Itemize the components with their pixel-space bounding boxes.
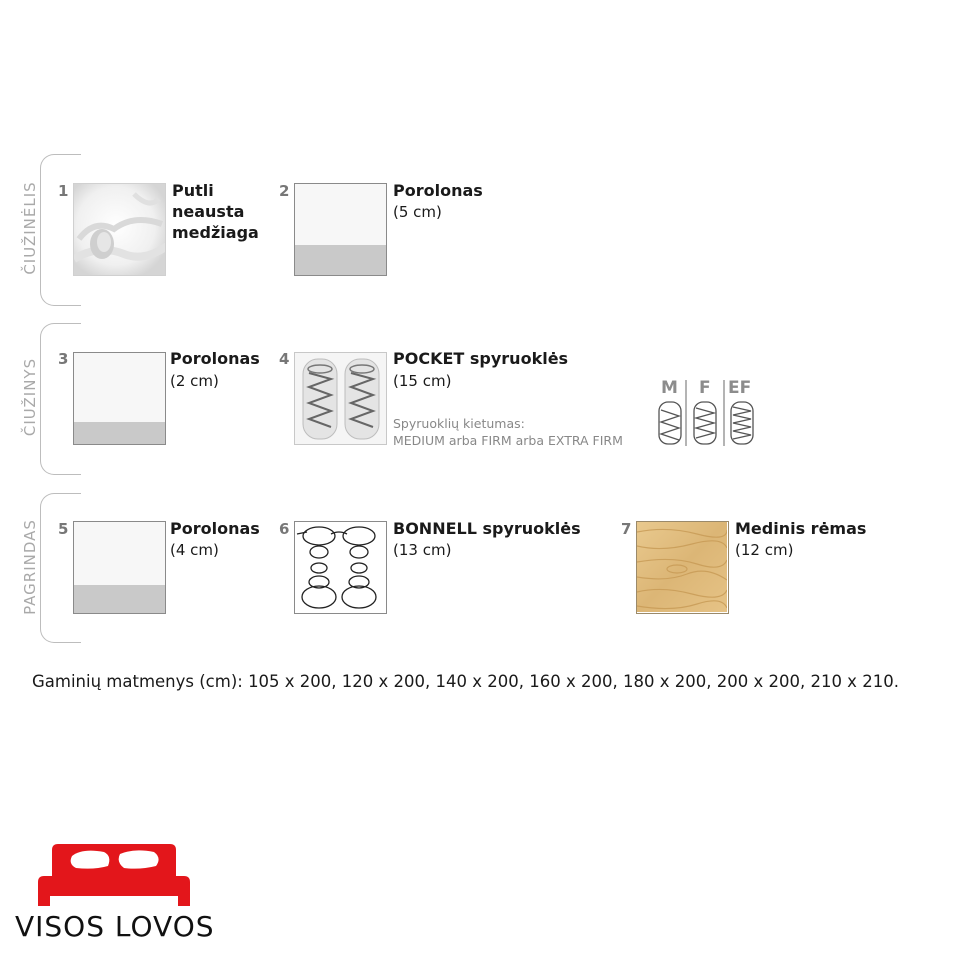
foam-5cm-image [294, 183, 387, 276]
dimensions-text: Gaminių matmenys (cm): 105 x 200, 120 x 200, 140 x 200, 160 x 200, 180 x 200, 200 x 200, 210 x 210. [32, 672, 899, 691]
item-sub-3: (2 cm) [170, 372, 219, 390]
item-sub-4: (15 cm) [393, 372, 452, 390]
item-sub-6: (13 cm) [393, 541, 452, 559]
item-title-1: Putli neausta medžiaga [172, 181, 259, 242]
item-number-4: 4 [279, 350, 290, 368]
pocket-spring-icon [295, 353, 387, 445]
wood-texture-icon [637, 522, 727, 612]
section-label-ciuzinelis: ČIUŽINĖLIS [21, 181, 39, 275]
hardness-level-firm: F [699, 378, 711, 398]
foam-4cm-image [73, 521, 166, 614]
item-sub-7: (12 cm) [735, 541, 794, 559]
hardness-caption-2: MEDIUM arba FIRM arba EXTRA FIRM [393, 433, 623, 448]
item-title-6: BONNELL spyruoklės [393, 519, 581, 538]
bonnell-springs-image [294, 521, 387, 614]
item-number-6: 6 [279, 520, 290, 538]
section-label-pagrindas: PAGRINDAS [21, 519, 39, 615]
fabric-image [73, 183, 166, 276]
item-title-4: POCKET spyruoklės [393, 349, 569, 368]
item-number-1: 1 [58, 182, 69, 200]
item-title-3: Porolonas [170, 349, 260, 368]
item-number-2: 2 [279, 182, 290, 200]
wood-frame-image [636, 521, 729, 614]
hardness-level-extra-firm: EF [728, 378, 752, 398]
item-sub-2: (5 cm) [393, 203, 442, 221]
hardness-caption-1: Spyruoklių kietumas: [393, 416, 525, 431]
item-title-2: Porolonas [393, 181, 483, 200]
hardness-level-medium: M [661, 378, 678, 398]
item-title-7: Medinis rėmas [735, 519, 867, 538]
item-title-5: Porolonas [170, 519, 260, 538]
brand-name: VISOS LOVOS [15, 910, 215, 943]
hardness-springs-icon [655, 378, 765, 448]
item-number-3: 3 [58, 350, 69, 368]
fabric-icon [74, 184, 166, 276]
bonnell-spring-icon [295, 522, 385, 612]
pocket-springs-image [294, 352, 387, 445]
foam-2cm-image [73, 352, 166, 445]
item-number-7: 7 [621, 520, 632, 538]
item-sub-5: (4 cm) [170, 541, 219, 559]
section-label-ciuzinys: ČIUŽINYS [21, 357, 39, 437]
bed-logo-icon [38, 844, 190, 906]
item-number-5: 5 [58, 520, 69, 538]
